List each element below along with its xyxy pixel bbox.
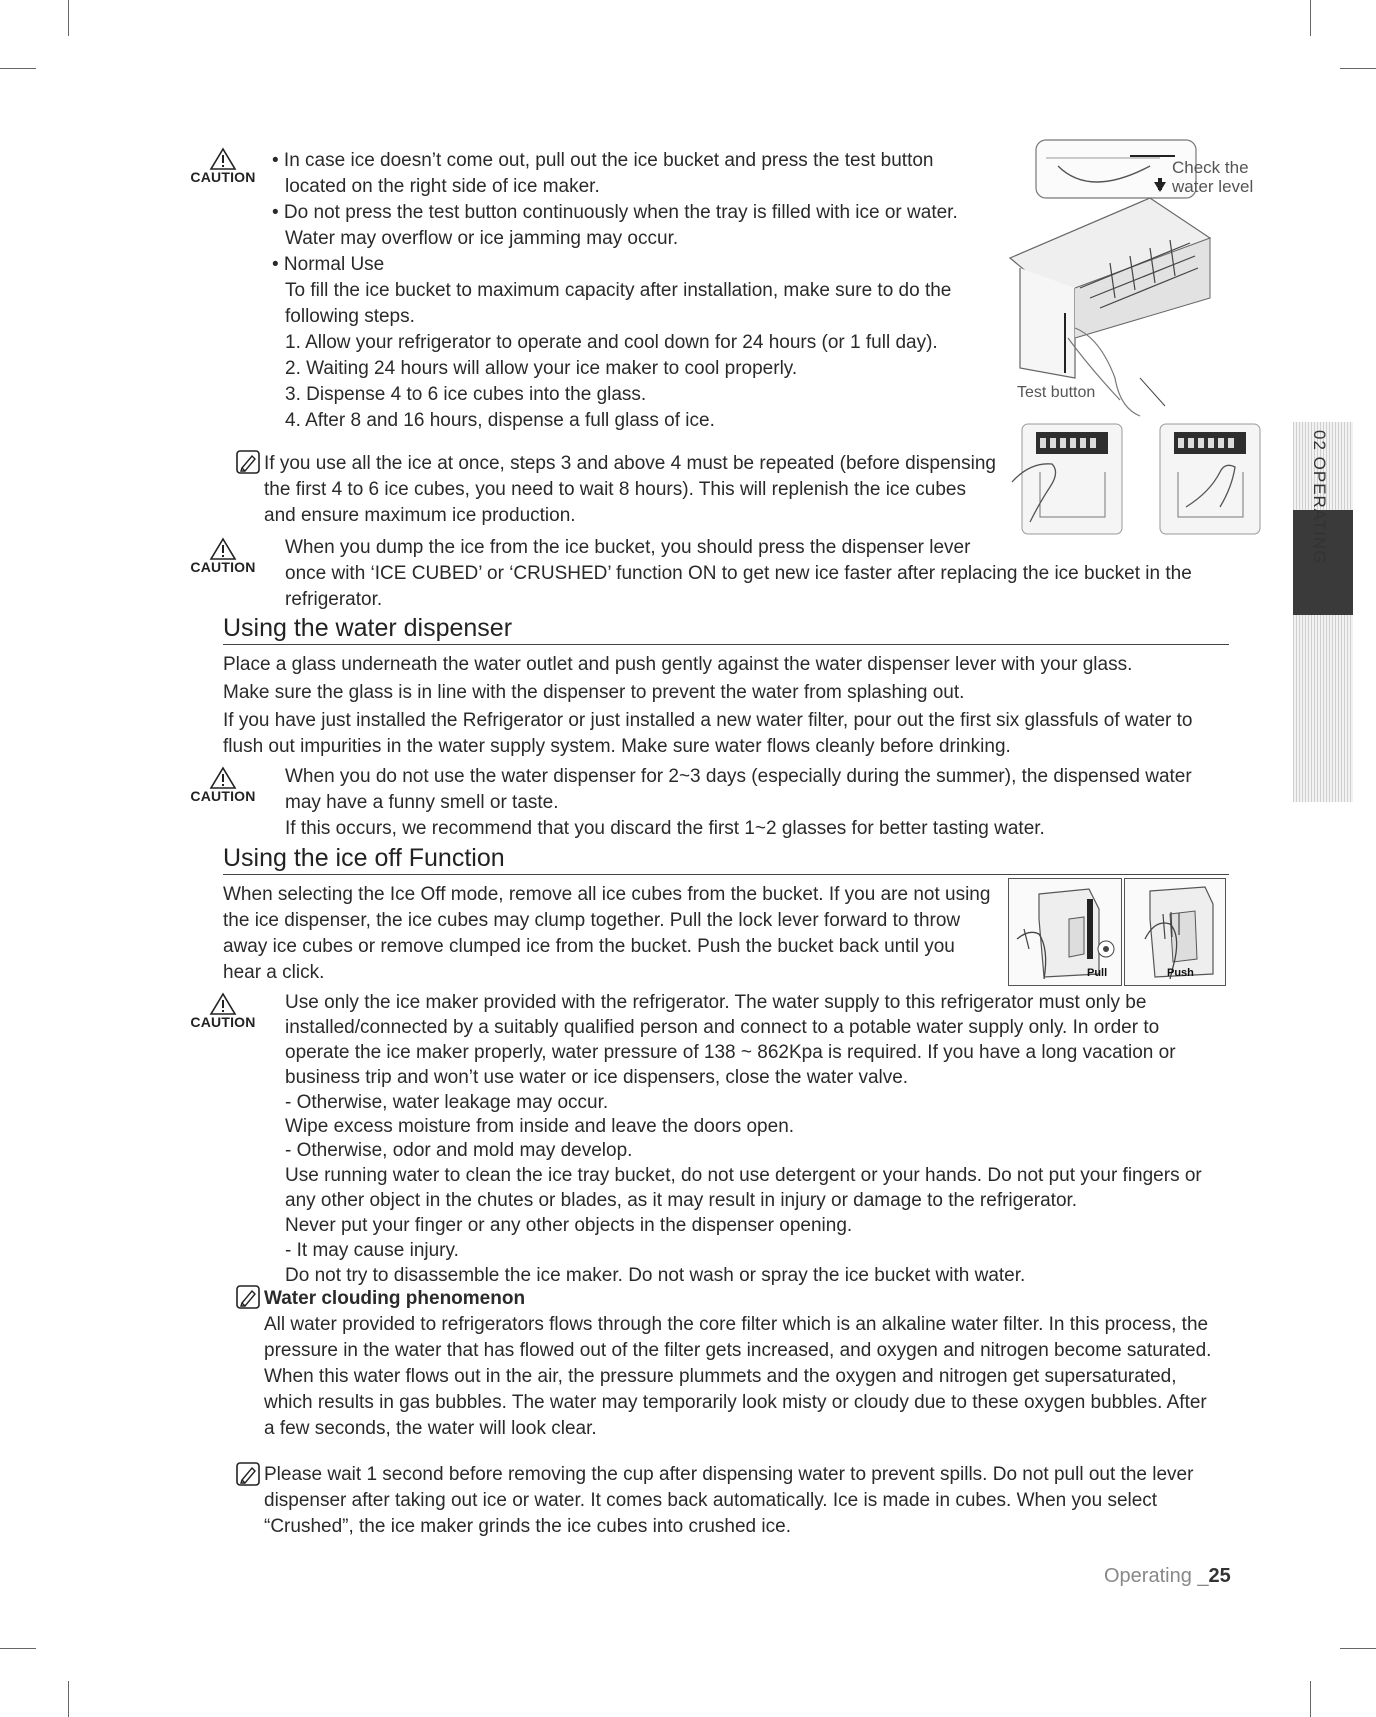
text-line: Place a glass underneath the water outlet and push gently against the water dispenser lever with your glass. bbox=[223, 654, 1133, 675]
text-line: If you use all the ice at once, steps 3 and above 4 must be repeated (before dispensing bbox=[264, 453, 996, 474]
text-line: Wipe excess moisture from inside and leave the doors open. bbox=[285, 1116, 795, 1137]
text-line: 1. Allow your refrigerator to operate and cool down for 24 hours (or 1 full day). bbox=[285, 332, 938, 353]
text-line: Please wait 1 second before removing the cup after dispensing water to prevent spills. Do not pull out the lever bbox=[264, 1464, 1194, 1485]
text-line: “Crushed”, the ice maker grinds the ice cubes into crushed ice. bbox=[264, 1516, 791, 1537]
crop-mark bbox=[1310, 0, 1311, 36]
text-line: To fill the ice bucket to maximum capacity after installation, make sure to do the bbox=[285, 280, 952, 301]
text-line: dispenser after taking out ice or water. It comes back automatically. Ice is made in cubes. When you select bbox=[264, 1490, 1158, 1511]
text-line: operate the ice maker properly, water pressure of 138 ~ 862Kpa is required. If you have a long vacation or bbox=[285, 1042, 1176, 1063]
footer-label: Operating _ bbox=[1104, 1565, 1209, 1587]
text-line: Use running water to clean the ice tray bucket, do not use detergent or your hands. Do not put your fingers or bbox=[285, 1165, 1202, 1186]
text-line: the ice dispenser, the ice cubes may clump together. Pull the lock lever forward to throw bbox=[223, 910, 961, 931]
test-button-label: Test button bbox=[1017, 384, 1096, 401]
text-line: 2. Waiting 24 hours will allow your ice maker to cool properly. bbox=[285, 358, 798, 379]
text-line: - Otherwise, water leakage may occur. bbox=[285, 1092, 609, 1113]
text-line: When this water flows out in the air, the pressure plummets and the oxygen and nitrogen get supersaturated, bbox=[264, 1366, 1177, 1387]
pull-illustration bbox=[1008, 878, 1122, 986]
text-line: refrigerator. bbox=[285, 589, 383, 610]
text-line: may have a funny smell or taste. bbox=[285, 792, 559, 813]
water-clouding-title: Water clouding phenomenon bbox=[264, 1288, 526, 1309]
text-line: following steps. bbox=[285, 306, 415, 327]
text-line: any other object in the chutes or blades, as it may result in injury or damage to the refrigerator. bbox=[285, 1190, 1078, 1211]
push-label: Push bbox=[1167, 967, 1194, 979]
crop-mark bbox=[68, 1681, 69, 1717]
note-icon bbox=[236, 1462, 260, 1486]
text-line: If you have just installed the Refrigerator or just installed a new water filter, pour out the first six glassfuls of water to bbox=[223, 710, 1193, 731]
text-line: installed/connected by a suitably qualified person and connect to a potable water supply only. In order to bbox=[285, 1017, 1160, 1038]
text-line: - Otherwise, odor and mold may develop. bbox=[285, 1140, 633, 1161]
text-line: a few seconds, the water will look clear. bbox=[264, 1418, 597, 1439]
label-line: Check the bbox=[1172, 158, 1249, 177]
pull-label: Pull bbox=[1087, 967, 1108, 979]
check-water-level-label bbox=[1172, 158, 1253, 196]
text-line: 4. After 8 and 16 hours, dispense a full glass of ice. bbox=[285, 410, 715, 431]
caution-icon bbox=[178, 766, 268, 804]
text-line: If this occurs, we recommend that you discard the first 1~2 glasses for better tasting water. bbox=[285, 818, 1045, 839]
text-line: 3. Dispense 4 to 6 ice cubes into the glass. bbox=[285, 384, 647, 405]
text-line: which results in gas bubbles. The water may temporarily look misty or cloudy due to these oxygen bubbles. After bbox=[264, 1392, 1207, 1413]
note-icon bbox=[236, 1285, 260, 1309]
heading-rule bbox=[223, 874, 1229, 875]
text-line: When you dump the ice from the ice bucket, you should press the dispenser lever bbox=[285, 537, 971, 558]
text-line: Do not try to disassemble the ice maker. Do not wash or spray the ice bucket with water. bbox=[285, 1265, 1026, 1286]
text-line: Use only the ice maker provided with the refrigerator. The water supply to this refrigerator must only be bbox=[285, 992, 1147, 1013]
text-line: hear a click. bbox=[223, 962, 325, 983]
page-number: 25 bbox=[1208, 1565, 1231, 1587]
text-line: and ensure maximum ice production. bbox=[264, 505, 576, 526]
text-line: All water provided to refrigerators flows through the core filter which is an alkaline water filter. In this process, the bbox=[264, 1314, 1209, 1335]
text-line: Never put your finger or any other objects in the dispenser opening. bbox=[285, 1215, 853, 1236]
text-line: Make sure the glass is in line with the dispenser to prevent the water from splashing out. bbox=[223, 682, 965, 703]
text-line: • Normal Use bbox=[272, 254, 385, 275]
text-line: - It may cause injury. bbox=[285, 1240, 459, 1261]
push-illustration bbox=[1124, 878, 1226, 986]
crop-mark bbox=[1340, 1648, 1376, 1649]
dispenser-illustration bbox=[1010, 412, 1270, 554]
heading-rule bbox=[223, 644, 1229, 645]
text-line: • Do not press the test button continuously when the tray is filled with ice or water. bbox=[272, 202, 958, 223]
text-line: When you do not use the water dispenser for 2~3 days (especially during the summer), the dispensed water bbox=[285, 766, 1192, 787]
caution-icon bbox=[178, 537, 268, 575]
crop-mark bbox=[68, 0, 69, 36]
chapter-side-tab-label: 02 OPERATING bbox=[1310, 430, 1329, 565]
text-line: • In case ice doesn’t come out, pull out the ice bucket and press the test button bbox=[272, 150, 934, 171]
note-icon bbox=[236, 450, 260, 474]
caution-icon bbox=[178, 147, 268, 185]
text-line: pressure in the water that has flowed out of the filter gets increased, and oxygen and nitrogen become saturated. bbox=[264, 1340, 1212, 1361]
text-line: away ice cubes or remove clumped ice from the bucket. Push the bucket back until you bbox=[223, 936, 955, 957]
caution-label: CAUTION bbox=[190, 1014, 256, 1030]
caution-label: CAUTION bbox=[190, 559, 256, 575]
text-line: located on the right side of ice maker. bbox=[285, 176, 600, 197]
label-line: water level bbox=[1172, 177, 1254, 196]
crop-mark bbox=[1340, 68, 1376, 69]
crop-mark bbox=[0, 1648, 36, 1649]
text-line: When selecting the Ice Off mode, remove all ice cubes from the bucket. If you are not using bbox=[223, 884, 991, 905]
section-heading: Using the ice off Function bbox=[223, 844, 505, 872]
caution-icon bbox=[178, 992, 268, 1030]
caution-label: CAUTION bbox=[190, 169, 256, 185]
text-line: flush out impurities in the water supply system. Make sure water flows cleanly before drinking. bbox=[223, 736, 1011, 757]
caution-label: CAUTION bbox=[190, 788, 256, 804]
crop-mark bbox=[0, 68, 36, 69]
crop-mark bbox=[1310, 1681, 1311, 1717]
page-footer bbox=[1104, 1565, 1231, 1588]
text-line: the first 4 to 6 ice cubes, you need to wait 8 hours). This will replenish the ice cubes bbox=[264, 479, 966, 500]
text-line: once with ‘ICE CUBED’ or ‘CRUSHED’ function ON to get new ice faster after replacing the ice bucket in the bbox=[285, 563, 1192, 584]
section-heading: Using the water dispenser bbox=[223, 614, 513, 642]
text-line: business trip and won’t use water or ice dispensers, close the water valve. bbox=[285, 1067, 909, 1088]
text-line: Water may overflow or ice jamming may occur. bbox=[285, 228, 679, 249]
